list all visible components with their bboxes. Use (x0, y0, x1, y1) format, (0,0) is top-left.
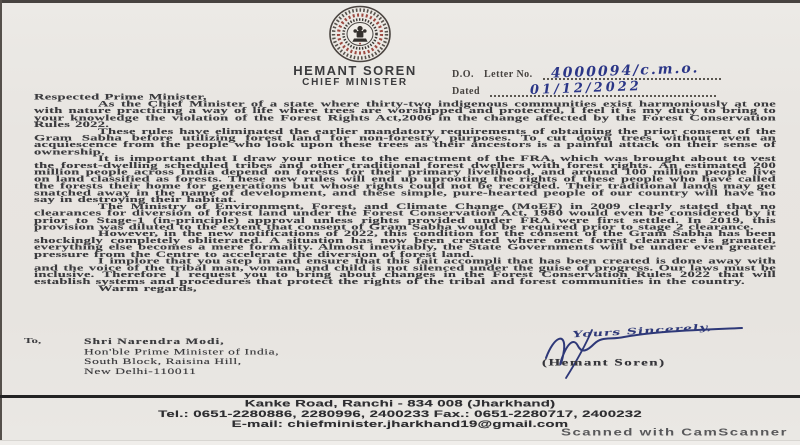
letterhead-name-block (262, 64, 448, 88)
paragraph-3: It is important that I draw your notice to the enactment of the FRA, which was brought about to vest the forest-dwelling scheduled tribes and other traditional forest dwellers with forest rights. An estimated 200 million people across India depend on forests for their primary livelihood, and around 100 million people live on land classified as forests. These new rules will end up uprooting the rights of these people who have called the forests their home for generations but whose rights could not be recorded. Their traditional lands may get snatched away in the name of development, and these simple, pure-hearted people of our country will have no say in destroying their habitat. (34, 154, 776, 205)
office-phone-fax: Tel.: 0651-2280886, 2280996, 2400233 Fax.: 0651-2280717, 2400232 (158, 408, 642, 420)
salutation: Respected Prime Minister, (34, 92, 207, 102)
do-label: D.O. (452, 69, 474, 80)
signature-flourish (528, 324, 758, 387)
letter-no-label: Letter No. (484, 69, 533, 80)
camscanner-watermark: Scanned with CamScanner (560, 427, 788, 439)
paragraph-1: As the Chief Minister of a state where thirty-two indigenous communities exist harmoniously at one with nature practicing a way of life where trees are worshipped and protected, I feel it is my duty to bring to your knowledge the violation of the Forest Rights Act,2006 in the change affected by the Forest Conservation Rules 2022. (34, 99, 776, 130)
dated-label: Dated (452, 86, 481, 97)
paragraph-5: However, in the new notifications of 2022, this condition for the consent of the Gram Sabha has been shockingly completely obliterated. A situation has now been created where once forest clearance is granted, everything else becomes a mere formality. Almost inevitably, the State Governments will be under even greater pressure from the Centre to accelerate the diversion of forest land. (34, 229, 776, 260)
chief-minister-name: HEMANT SOREN (293, 63, 417, 78)
chief-minister-title: CHIEF MINISTER (302, 77, 408, 88)
paragraph-2: These rules have eliminated the earlier mandatory requirements of obtaining the prior consent of the Gram Sabha before utilizing forest land for non-forestry purposes. To cut down trees without even an acquiescence from the people who look upon these trees as their ancestors is a painful attack on their sense of ownership. (34, 127, 776, 157)
letter-no-handwritten-value: 4000094/c.m.o. (550, 60, 700, 82)
signature-closing: Yours Sincerely, (572, 322, 714, 340)
office-email: E-mail: chiefminister.jharkhand19@gmail.com (231, 418, 569, 430)
closing-regards: Warm regards, (98, 284, 197, 294)
office-address: Kanke Road, Ranchi - 834 008 (Jharkhand) (244, 398, 556, 409)
addressee-name: Shri Narendra Modi, (84, 337, 225, 346)
letter-no-dotted-line (543, 60, 721, 82)
date-handwritten-value: 01/12/2022 (529, 79, 643, 98)
scan-edge-left (0, 0, 2, 445)
addressee-block (84, 337, 279, 377)
paragraph-6: I implore that you step in and ensure that this fait accompli that has been created is done away with and the voice of the tribal man, woman, and child is not silenced under the guise of progress. Our laws must be inclusive. Therefore I request you to bring about changes in the Forest Conservation Rules 2022 that will establish systems and procedures that protect the rights of the tribal and forest communities in the country. (34, 256, 776, 287)
footer-contact-block (0, 399, 800, 430)
addressee-city: New Delhi-110011 (84, 366, 197, 376)
scan-edge-top (0, 0, 800, 3)
letter-number-row (452, 60, 762, 82)
addressee-address-line: South Block, Raisina Hill, (84, 356, 242, 366)
government-emblem-icon (328, 5, 392, 68)
signatory-name: (Hemant Soren) (542, 358, 666, 368)
to-label: To, (24, 336, 42, 345)
paragraph-4: The Ministry of Environment, Forest, and Climate Change (MoEF) in 2009 clearly stated that no clearances for diversion of forest land under the Forest Conservation Act, 1980 would even be considered by it prior to Stage-1 (in-principle) approval unless rights provided under FRA were first settled. In 2019, this provision was diluted to the extent that consent of Gram Sabha would be required prior to stage 2 clearance. (34, 202, 776, 232)
addressee-designation: Hon'ble Prime Minister of India, (84, 346, 280, 356)
scan-bottom-strip (0, 440, 800, 445)
letter-body (34, 94, 776, 292)
